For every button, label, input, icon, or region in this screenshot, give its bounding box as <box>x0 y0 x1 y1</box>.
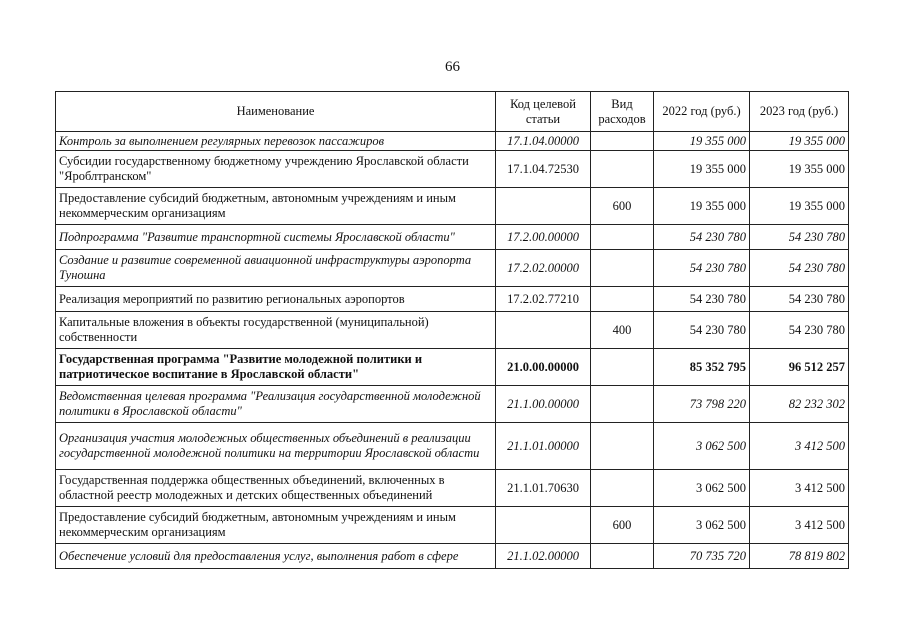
row-code <box>496 188 591 225</box>
row-2023: 19 355 000 <box>750 188 849 225</box>
row-2023: 3 412 500 <box>750 470 849 507</box>
row-name: Капитальные вложения в объекты государственной (муниципальной) собственности <box>56 312 496 349</box>
row-kind <box>591 349 654 386</box>
row-2023: 82 232 302 <box>750 386 849 423</box>
row-2022: 3 062 500 <box>654 423 750 470</box>
row-code: 21.1.02.00000 <box>496 544 591 569</box>
row-code: 17.2.02.00000 <box>496 250 591 287</box>
row-name: Ведомственная целевая программа "Реализация государственной молодежной политики в Ярославской области" <box>56 386 496 423</box>
table-row <box>56 151 849 188</box>
row-2022: 3 062 500 <box>654 507 750 544</box>
row-kind <box>591 250 654 287</box>
table-row <box>56 423 849 470</box>
header-name: Наименование <box>56 92 496 132</box>
row-2023: 54 230 780 <box>750 287 849 312</box>
row-code: 21.0.00.00000 <box>496 349 591 386</box>
row-kind <box>591 386 654 423</box>
budget-table <box>55 91 849 569</box>
row-2023: 54 230 780 <box>750 312 849 349</box>
table-row <box>56 386 849 423</box>
table-row <box>56 507 849 544</box>
table-row <box>56 225 849 250</box>
row-code: 21.1.01.70630 <box>496 470 591 507</box>
table-row <box>56 132 849 151</box>
header-code: Код целевой статьи <box>496 92 591 132</box>
row-kind <box>591 470 654 507</box>
row-2022: 85 352 795 <box>654 349 750 386</box>
table-row <box>56 312 849 349</box>
row-2022: 54 230 780 <box>654 287 750 312</box>
row-name: Предоставление субсидий бюджетным, автономным учреждениям и иным некоммерческим организациям <box>56 188 496 225</box>
row-2022: 19 355 000 <box>654 132 750 151</box>
row-name: Государственная программа "Развитие молодежной политики и патриотическое воспитание в Ярославской области" <box>56 349 496 386</box>
row-kind <box>591 287 654 312</box>
row-2023: 54 230 780 <box>750 225 849 250</box>
row-2022: 54 230 780 <box>654 312 750 349</box>
row-code: 17.1.04.00000 <box>496 132 591 151</box>
row-2023: 96 512 257 <box>750 349 849 386</box>
row-kind: 400 <box>591 312 654 349</box>
row-2022: 54 230 780 <box>654 250 750 287</box>
table-row <box>56 470 849 507</box>
table-row <box>56 349 849 386</box>
table-row <box>56 544 849 569</box>
row-code: 21.1.01.00000 <box>496 423 591 470</box>
table-row <box>56 250 849 287</box>
row-2022: 73 798 220 <box>654 386 750 423</box>
row-code: 17.2.02.77210 <box>496 287 591 312</box>
header-kind: Вид расходов <box>591 92 654 132</box>
row-2023: 19 355 000 <box>750 151 849 188</box>
row-kind <box>591 225 654 250</box>
header-2023: 2023 год (руб.) <box>750 92 849 132</box>
row-code <box>496 507 591 544</box>
table-header-row <box>56 92 849 132</box>
row-2023: 3 412 500 <box>750 507 849 544</box>
row-kind: 600 <box>591 507 654 544</box>
row-name: Создание и развитие современной авиационной инфраструктуры аэропорта Туношна <box>56 250 496 287</box>
row-2023: 19 355 000 <box>750 132 849 151</box>
row-name: Государственная поддержка общественных объединений, включенных в областной реестр молодежных и детских общественных объединений <box>56 470 496 507</box>
row-name: Обеспечение условий для предоставления услуг, выполнения работ в сфере <box>56 544 496 569</box>
row-name: Субсидии государственному бюджетному учреждению Ярославской области "Яроблтранском" <box>56 151 496 188</box>
table-row <box>56 188 849 225</box>
row-kind: 600 <box>591 188 654 225</box>
row-2022: 54 230 780 <box>654 225 750 250</box>
row-name: Реализация мероприятий по развитию региональных аэропортов <box>56 287 496 312</box>
row-name: Предоставление субсидий бюджетным, автономным учреждениям и иным некоммерческим организациям <box>56 507 496 544</box>
row-name: Контроль за выполнением регулярных перевозок пассажиров <box>56 132 496 151</box>
header-2022: 2022 год (руб.) <box>654 92 750 132</box>
row-kind <box>591 132 654 151</box>
page-number: 66 <box>445 59 460 75</box>
row-2023: 54 230 780 <box>750 250 849 287</box>
row-kind <box>591 151 654 188</box>
row-name: Подпрограмма "Развитие транспортной системы Ярославской области" <box>56 225 496 250</box>
row-2022: 70 735 720 <box>654 544 750 569</box>
row-name: Организация участия молодежных общественных объединений в реализации государственной молодежной политики на территории Ярославской области <box>56 423 496 470</box>
row-code: 17.2.00.00000 <box>496 225 591 250</box>
row-2023: 78 819 802 <box>750 544 849 569</box>
row-kind <box>591 423 654 470</box>
row-2022: 19 355 000 <box>654 188 750 225</box>
row-code: 17.1.04.72530 <box>496 151 591 188</box>
row-code: 21.1.00.00000 <box>496 386 591 423</box>
row-2022: 3 062 500 <box>654 470 750 507</box>
row-2022: 19 355 000 <box>654 151 750 188</box>
table-row <box>56 287 849 312</box>
row-code <box>496 312 591 349</box>
row-kind <box>591 544 654 569</box>
row-2023: 3 412 500 <box>750 423 849 470</box>
